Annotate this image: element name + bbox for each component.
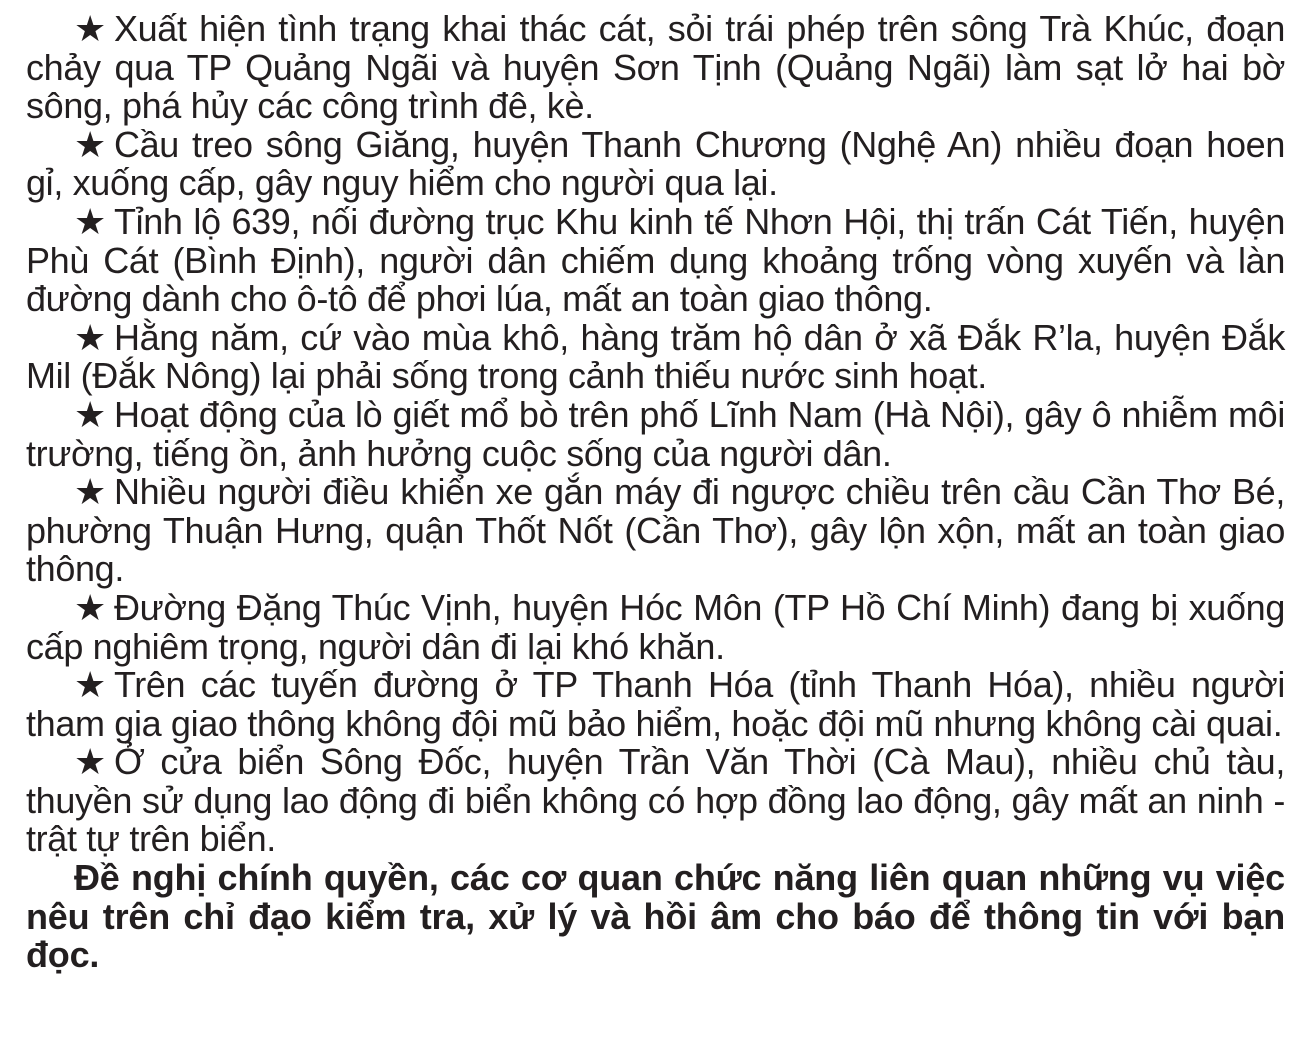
report-item-text: Xuất hiện tình trạng khai thác cát, sỏi trái phép trên sông Trà Khúc, đoạn chảy qua TP Quảng Ngãi và huyện Sơn Tịnh (Quảng Ngãi) làm sạt lở hai bờ sông, phá hủy các công trình đê, kè. (26, 8, 1285, 127)
report-item (26, 123, 1285, 204)
report-item (26, 473, 1285, 589)
closing-request: Đề nghị chính quyền, các cơ quan chức năng liên quan những vụ việc nêu trên chỉ đạo kiểm tra, xử lý và hồi âm cho báo để thông tin với bạn đọc. (26, 857, 1285, 976)
report-item (26, 393, 1285, 474)
report-item-text: Hoạt động của lò giết mổ bò trên phố Lĩnh Nam (Hà Nội), gây ô nhiễm môi trường, tiếng ồn, ảnh hưởng cuộc sống của người dân. (26, 393, 1285, 474)
report-item (26, 10, 1285, 126)
report-item (26, 200, 1285, 320)
star-bullet-icon: ★ (74, 393, 106, 435)
report-item (26, 743, 1285, 859)
report-item (26, 586, 1285, 667)
report-item-text: Hằng năm, cứ vào mùa khô, hàng trăm hộ dân ở xã Đắk R’la, huyện Đắk Mil (Đắk Nông) lại phải sống trong cảnh thiếu nước sinh hoạt. (26, 316, 1285, 397)
report-item-text: Nhiều người điều khiển xe gắn máy đi ngược chiều trên cầu Cần Thơ Bé, phường Thuận Hưng, quận Thốt Nốt (Cần Thơ), gây lộn xộn, mất an toàn giao thông. (26, 471, 1285, 590)
report-item-text: Trên các tuyến đường ở TP Thanh Hóa (tỉnh Thanh Hóa), nhiều người tham gia giao thông không đội mũ bảo hiểm, hoặc đội mũ nhưng không cài quai. (26, 664, 1285, 744)
report-item-text: Cầu treo sông Giăng, huyện Thanh Chương (Nghệ An) nhiều đoạn hoen gỉ, xuống cấp, gây nguy hiểm cho người qua lại. (26, 123, 1285, 204)
star-bullet-icon: ★ (74, 586, 106, 628)
report-item (26, 316, 1285, 397)
star-bullet-icon: ★ (74, 200, 106, 242)
star-bullet-icon: ★ (74, 664, 106, 706)
report-item-text: Tỉnh lộ 639, nối đường trục Khu kinh tế Nhơn Hội, thị trấn Cát Tiến, huyện Phù Cát (Bình Định), người dân chiếm dụng khoảng trống vòng xuyến và làn đường dành cho ô-tô để phơi lúa, mất an toàn giao thông. (26, 200, 1285, 320)
star-bullet-icon: ★ (74, 316, 106, 358)
report-item-text: Đường Đặng Thúc Vịnh, huyện Hóc Môn (TP Hồ Chí Minh) đang bị xuống cấp nghiêm trọng, người dân đi lại khó khăn. (26, 586, 1285, 667)
star-bullet-icon: ★ (74, 741, 106, 783)
report-item (26, 666, 1285, 743)
star-bullet-icon: ★ (74, 8, 106, 49)
star-bullet-icon: ★ (74, 123, 106, 165)
star-bullet-icon: ★ (74, 471, 106, 513)
report-item-text: Ở cửa biển Sông Đốc, huyện Trần Văn Thời (Cà Mau), nhiều chủ tàu, thuyền sử dụng lao động đi biển không có hợp đồng lao động, gây mất an ninh - trật tự trên biển. (26, 741, 1285, 860)
